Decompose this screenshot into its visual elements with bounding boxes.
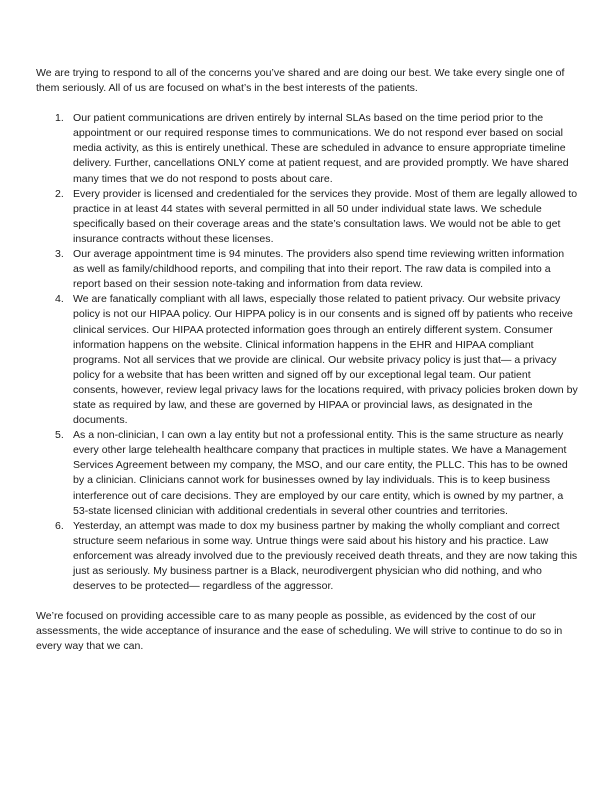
list-item bbox=[36, 292, 578, 428]
list-item-number: 2. bbox=[55, 187, 64, 200]
list-item-number: 6. bbox=[55, 519, 64, 532]
intro-paragraph: We are trying to respond to all of the concerns you’ve shared and are doing our best. We take every single one of them seriously. All of us are focused on what’s in the best interests of the patients. bbox=[36, 67, 565, 95]
list-item-number: 1. bbox=[55, 112, 64, 125]
list-item bbox=[36, 111, 578, 186]
list-item bbox=[36, 519, 578, 594]
closing-paragraph: We’re focused on providing accessible care to as many people as possible, as evidenced by the cost of our assessments, the wide acceptance of insurance and the ease of scheduling. We will strive to continue to do so in every way that we can. bbox=[36, 610, 563, 653]
list-item-text: We are fanatically compliant with all laws, especially those related to patient privacy. Our website privacy policy is not our HIPAA policy. Our HIPPA policy is in our consents and is signed off by patients who receive clinical services. Our HIPAA protected information goes through an entirely different system. Consumer information happens on the website. Clinical information happens in the EHR and HIPAA compliant programs. Not all services that we provide are clinical. Our website privacy policy is just that— a privacy policy for a website that has been written and signed off by our exceptional legal team. Our patient consents, however, review legal privacy laws for the locations required, with privacy policies broken down by state as required by law, and these are governed by HIPAA or provincial laws, as designated in the documents. bbox=[73, 293, 578, 427]
document-page bbox=[36, 66, 578, 654]
list-item-number: 5. bbox=[55, 429, 64, 442]
list-item-text: Every provider is licensed and credentialed for the services they provide. Most of them are legally allowed to practice in at least 44 states with several permitted in all 50 under individual state laws. We schedule specifically based on their coverage areas and the state’s consultation laws. We would not be able to get insurance contracts without these licenses. bbox=[73, 187, 578, 245]
list-item bbox=[36, 428, 578, 519]
list-item-text: Our average appointment time is 94 minutes. The providers also spend time reviewing written information as well as family/childhood reports, and compiling that into their report. The raw data is compiled into a report based on their session note-taking and information from data review. bbox=[73, 248, 565, 291]
list-item-text: Our patient communications are driven entirely by internal SLAs based on the time period prior to the appointment or our required response times to communications. We do not respond ever based on social media activity, as this is entirely unethical. These are scheduled in advance to ensure appropriate timeline delivery. Further, cancellations ONLY come at patient request, and are provided promptly. We have shared many times that we do not respond to posts about care. bbox=[73, 112, 569, 185]
list-item-number: 4. bbox=[55, 293, 64, 306]
list-item-number: 3. bbox=[55, 248, 64, 261]
list-item bbox=[36, 187, 578, 247]
list-item bbox=[36, 247, 578, 292]
numbered-list bbox=[36, 111, 578, 594]
list-item-text: Yesterday, an attempt was made to dox my business partner by making the wholly compliant and correct structure seem nefarious in some way. Untrue things were said about his history and his practice. Law enforcement was already involved due to the previously received death threats, and they are now taking this just as seriously. My business partner is a Black, neurodivergent physician who did nothing, and who deserves to be protected— regardless of the aggressor. bbox=[73, 519, 578, 593]
list-item-text: As a non-clinician, I can own a lay entity but not a professional entity. This is the same structure as nearly every other large telehealth healthcare company that practices in multiple states. We have a Management Services Agreement between my company, the MSO, and our care entity, the PLLC. This has to be owned by a clinician. Clinicians cannot work for businesses owned by lay individuals. This is to keep business interference out of care decisions. They are employed by our care entity, which is owned by my partner, a 53-state licensed clinician with additional credentials in several other countries and territories. bbox=[73, 429, 568, 517]
